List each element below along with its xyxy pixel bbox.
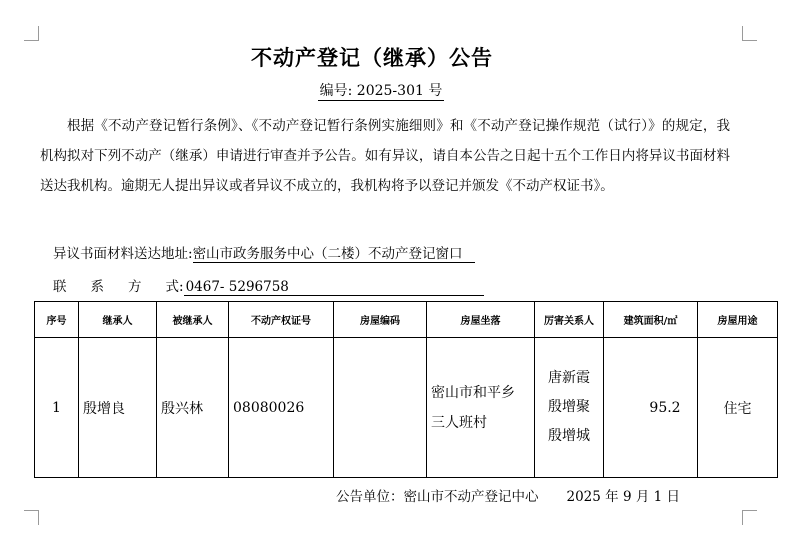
objection-address-label: 异议书面材料送达地址: <box>53 246 193 262</box>
header-no: 序号 <box>35 302 79 338</box>
cell-house-code <box>334 338 427 478</box>
cell-no: 1 <box>35 338 79 478</box>
notice-date: 2025 年 9 月 1 日 <box>566 489 680 505</box>
document-number-text: 编号: 2025-301 号 <box>319 83 443 99</box>
cell-area: 95.2 <box>604 338 698 478</box>
table-row <box>35 338 778 478</box>
interested-party: 殷增城 <box>548 428 590 444</box>
notice-title: 不动产登记（继承）公告 <box>251 45 493 70</box>
inheritance-table <box>34 301 778 478</box>
cell-cert-no: 08080026 <box>229 338 334 478</box>
cell-interested-parties <box>535 338 604 478</box>
cell-heir: 殷增良 <box>79 338 157 478</box>
page-corner-mark <box>24 510 39 525</box>
header-area: 建筑面积/㎡ <box>604 302 698 338</box>
notice-body: 根据《不动产登记暂行条例》、《不动产登记暂行条例实施细则》和《不动产登记操作规范（试行）》的规定，我机构拟对下列不动产（继承）申请进行审查并予公告。如有异议，请自本公告之日起十五个工作日内将异议书面材料送达我机构。逾期无人提出异议或者异议不成立的，我机构将予以登记并颁发《不动产权证书》。 <box>40 118 730 194</box>
page-corner-mark <box>24 26 39 41</box>
header-interested-parties: 厉害关系人 <box>535 302 604 338</box>
contact-label-end: 式: <box>165 279 184 295</box>
header-cert-no: 不动产权证号 <box>229 302 334 338</box>
contact-phone: 0467- 5296758 <box>184 279 484 296</box>
cell-decedent: 殷兴林 <box>157 338 229 478</box>
document-number <box>0 80 762 100</box>
notice-footer <box>336 485 680 505</box>
cell-usage: 住宅 <box>698 338 778 478</box>
header-heir: 继承人 <box>79 302 157 338</box>
issuer: 公告单位：密山市不动产登记中心 <box>336 489 539 505</box>
header-location: 房屋坐落 <box>427 302 535 338</box>
cell-location <box>427 338 535 478</box>
cell-location-line: 密山市和平乡 <box>431 384 515 401</box>
interested-party: 唐新霞 <box>548 370 590 386</box>
objection-address-value: 密山市政务服务中心（二楼）不动产登记窗口 <box>193 242 475 263</box>
page-corner-mark <box>742 510 757 525</box>
interested-party: 殷增聚 <box>548 399 590 415</box>
contact-line <box>53 275 484 296</box>
header-decedent: 被继承人 <box>157 302 229 338</box>
header-house-code: 房屋编码 <box>334 302 427 338</box>
contact-label: 联系方 <box>53 279 166 295</box>
table-header-row <box>35 302 778 338</box>
cell-location-line: 三人班村 <box>431 414 487 431</box>
page-corner-mark <box>742 26 757 41</box>
header-usage: 房屋用途 <box>698 302 778 338</box>
objection-address <box>53 242 475 263</box>
